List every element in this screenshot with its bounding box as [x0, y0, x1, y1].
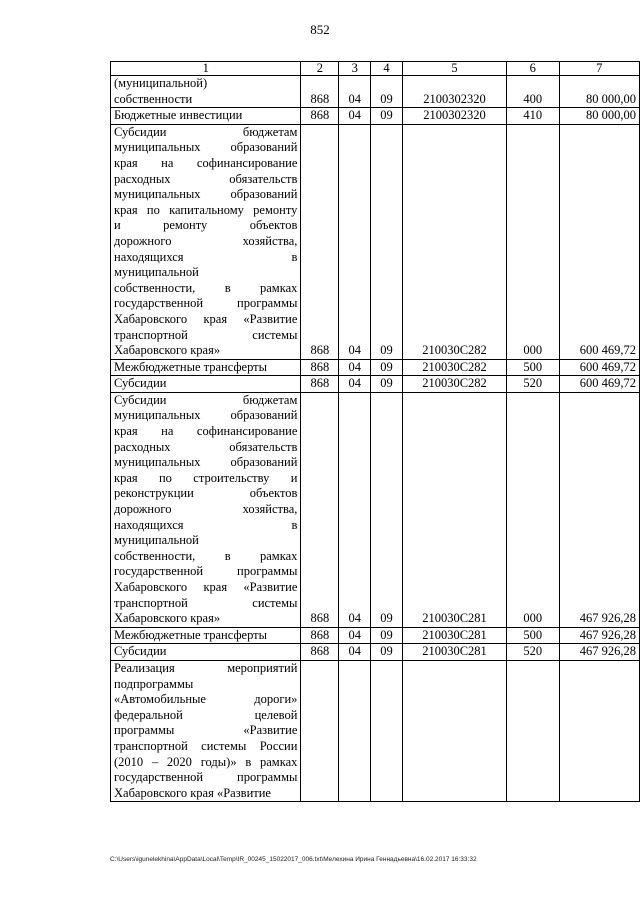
description-cell [111, 392, 301, 627]
amount-cell: 467 926,28 [559, 627, 639, 644]
description-line: Хабаровского края «Развитие [114, 785, 271, 800]
table-row [111, 627, 640, 644]
description-line: государственной программы [114, 770, 298, 785]
target-item-code-cell: 2100302320 [402, 76, 506, 108]
target-item-code-cell: 210030С281 [402, 392, 506, 627]
description-cell [111, 124, 301, 359]
description-line: программы «Развитие [114, 723, 298, 738]
description-line: находящихся в [114, 249, 298, 264]
description-line: Хабаровского края «Развитие [114, 311, 298, 326]
table-row [111, 108, 640, 125]
description-line: Субсидии бюджетам [114, 124, 298, 139]
ministry-code-cell: 868 [301, 359, 339, 376]
table-row [111, 76, 640, 108]
table-row [111, 124, 640, 359]
column-header-7: 7 [559, 62, 639, 76]
section-code-cell: 04 [339, 124, 371, 359]
ministry-code-cell: 868 [301, 76, 339, 108]
ministry-code-cell: 868 [301, 392, 339, 627]
section-code-cell: 04 [339, 627, 371, 644]
amount-cell [559, 660, 639, 801]
subsection-code-cell: 09 [371, 108, 403, 125]
description-line: собственности, в рамках [114, 280, 298, 295]
description-line: Хабаровского края» [114, 343, 221, 358]
amount-cell: 600 469,72 [559, 359, 639, 376]
expense-type-code-cell: 500 [507, 359, 560, 376]
column-header-1: 1 [111, 62, 301, 76]
table-row [111, 376, 640, 393]
description-line: федеральной целевой [114, 707, 298, 722]
expense-type-code-cell: 410 [507, 108, 560, 125]
description-line: дорожного хозяйства, [114, 233, 298, 248]
target-item-code-cell: 210030С281 [402, 644, 506, 661]
description-line: расходных обязательств [114, 439, 298, 454]
description-line: (2010 – 2020 годы)» в рамках [114, 754, 298, 769]
description-cell [111, 108, 301, 125]
description-line: Бюджетные инвестиции [114, 108, 243, 123]
description-line: муниципальных образований [114, 408, 298, 423]
table-row [111, 359, 640, 376]
ministry-code-cell: 868 [301, 376, 339, 393]
subsection-code-cell [371, 660, 403, 801]
target-item-code-cell: 210030С282 [402, 359, 506, 376]
subsection-code-cell: 09 [371, 76, 403, 108]
expense-type-code-cell: 000 [507, 392, 560, 627]
expense-type-code-cell [507, 660, 560, 801]
amount-cell: 80 000,00 [559, 108, 639, 125]
description-line: края по строительству и [114, 470, 298, 485]
file-path-footer: C:\Users\igunelekhina\AppData\Local\Temp\IR_00245_15022017_006.txt\Мелехина Ирина Геннадьевна\16.02.2017 16:33:32 [110, 856, 477, 863]
expense-type-code-cell: 520 [507, 376, 560, 393]
description-line: Хабаровского края «Развитие [114, 580, 298, 594]
description-cell [111, 627, 301, 644]
section-code-cell: 04 [339, 76, 371, 108]
ministry-code-cell [301, 660, 339, 801]
ministry-code-cell: 868 [301, 627, 339, 644]
description-cell [111, 660, 301, 801]
section-code-cell: 04 [339, 644, 371, 661]
description-cell [111, 644, 301, 661]
description-line: Реализация мероприятий [114, 660, 298, 675]
subsection-code-cell: 09 [371, 359, 403, 376]
column-header-3: 3 [339, 62, 371, 76]
section-code-cell: 04 [339, 392, 371, 627]
section-code-cell [339, 660, 371, 801]
column-header-6: 6 [507, 62, 560, 76]
description-line: Межбюджетные трансферты [114, 359, 268, 374]
amount-cell: 600 469,72 [559, 376, 639, 393]
description-cell [111, 376, 301, 393]
amount-cell: 467 926,28 [559, 644, 639, 661]
target-item-code-cell: 210030С282 [402, 124, 506, 359]
description-line: Субсидии бюджетам [114, 392, 298, 407]
description-line: края на софинансирование [114, 155, 298, 170]
description-line: муниципальных образований [114, 187, 298, 202]
description-line: государственной программы [114, 564, 298, 579]
subsection-code-cell: 09 [371, 392, 403, 627]
description-line: расходных обязательств [114, 171, 298, 186]
description-line: государственной программы [114, 296, 298, 311]
expense-type-code-cell: 500 [507, 627, 560, 644]
amount-cell: 80 000,00 [559, 76, 639, 108]
description-line: Межбюджетные трансферты [114, 627, 268, 642]
target-item-code-cell: 2100302320 [402, 108, 506, 125]
description-line: края на софинансирование [114, 424, 298, 439]
expense-type-code-cell: 520 [507, 644, 560, 661]
table-header-row [111, 62, 640, 76]
budget-table [110, 61, 640, 802]
amount-cell: 600 469,72 [559, 124, 639, 359]
column-header-4: 4 [371, 62, 403, 76]
column-header-5: 5 [402, 62, 506, 76]
description-line: и ремонту объектов [114, 218, 298, 233]
table-row [111, 644, 640, 661]
subsection-code-cell: 09 [371, 124, 403, 359]
description-line: Субсидии [114, 376, 167, 391]
page-number: 852 [310, 22, 330, 37]
description-line: дорожного хозяйства, [114, 502, 298, 517]
expense-type-code-cell: 000 [507, 124, 560, 359]
subsection-code-cell: 09 [371, 627, 403, 644]
description-line: реконструкции объектов [114, 486, 298, 501]
description-cell [111, 76, 301, 108]
description-line: (муниципальной) [114, 76, 208, 90]
expense-type-code-cell: 400 [507, 76, 560, 108]
description-line: собственности [114, 91, 193, 106]
description-line: муниципальной [114, 533, 199, 548]
description-line: транспортной системы [114, 595, 298, 610]
description-line: Хабаровского края» [114, 611, 221, 626]
description-line: транспортной системы России [114, 738, 298, 753]
section-code-cell: 04 [339, 359, 371, 376]
description-line: находящихся в [114, 517, 298, 532]
section-code-cell: 04 [339, 108, 371, 125]
ministry-code-cell: 868 [301, 644, 339, 661]
description-line: муниципальных образований [114, 455, 298, 470]
description-line: Субсидии [114, 644, 167, 659]
table-row [111, 660, 640, 801]
column-header-2: 2 [301, 62, 339, 76]
target-item-code-cell: 210030С281 [402, 627, 506, 644]
description-cell [111, 359, 301, 376]
ministry-code-cell: 868 [301, 108, 339, 125]
description-line: подпрограммы [114, 676, 194, 691]
description-line: муниципальных образований [114, 140, 298, 155]
section-code-cell: 04 [339, 376, 371, 393]
target-item-code-cell: 210030С282 [402, 376, 506, 393]
description-line: края по капитальному ремонту [114, 202, 298, 217]
table-row [111, 392, 640, 627]
description-line: «Автомобильные дороги» [114, 692, 298, 707]
description-line: транспортной системы [114, 327, 298, 342]
subsection-code-cell: 09 [371, 376, 403, 393]
ministry-code-cell: 868 [301, 124, 339, 359]
description-line: собственности, в рамках [114, 548, 298, 563]
amount-cell: 467 926,28 [559, 392, 639, 627]
subsection-code-cell: 09 [371, 644, 403, 661]
target-item-code-cell [402, 660, 506, 801]
description-line: муниципальной [114, 265, 199, 280]
